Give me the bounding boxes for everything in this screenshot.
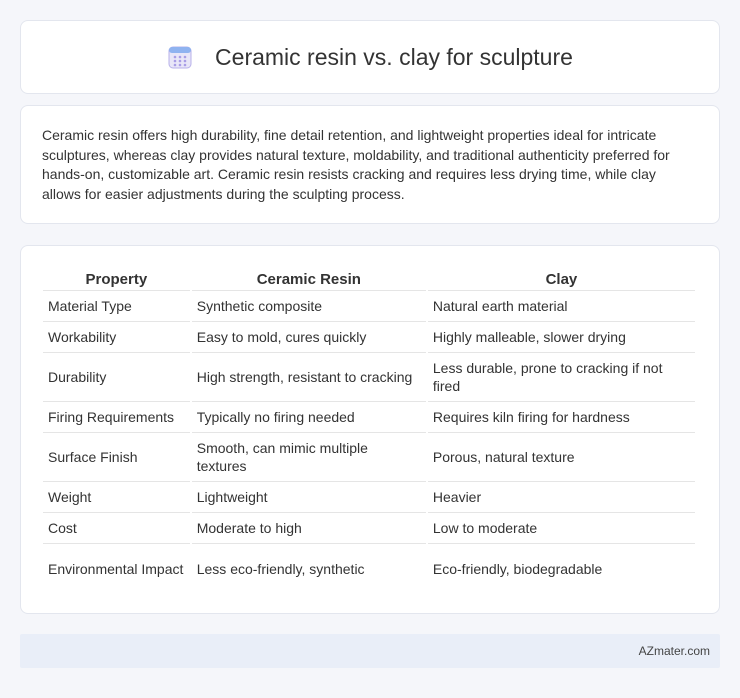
table-cell: Porous, natural texture <box>428 433 695 482</box>
table-cell: Environmental Impact <box>48 560 184 577</box>
column-header: Property <box>43 266 190 291</box>
table-row <box>43 291 695 322</box>
table-cell: Easy to mold, cures quickly <box>192 322 426 353</box>
table-row <box>43 353 695 402</box>
column-header: Ceramic Resin <box>192 266 426 291</box>
title-card <box>20 20 720 94</box>
table-cell: Firing Requirements <box>43 402 190 433</box>
comparison-table <box>41 266 697 593</box>
column-header: Clay <box>428 266 695 291</box>
table-cell: Natural earth material <box>428 291 695 322</box>
table-cell: Workability <box>43 322 190 353</box>
table-row <box>43 513 695 544</box>
table-cell: Weight <box>43 482 190 513</box>
table-cell: Eco-friendly, biodegradable <box>432 560 603 577</box>
description-text: Ceramic resin offers high durability, fine detail retention, and lightweight properties ideal for intricate sculptures, whereas clay provides natural texture, moldability, and traditional authenticity preferred for hands-on, customizable art. Ceramic resin resists cracking and requires less drying time, while clay allows for easier adjustments during the sculpting process. <box>42 127 670 202</box>
table-row <box>43 402 695 433</box>
table-cell: Durability <box>43 353 190 402</box>
table-cell: Smooth, can mimic multiple textures <box>192 433 426 482</box>
table-row <box>43 544 695 593</box>
table-cell: Less durable, prone to cracking if not fired <box>428 353 695 402</box>
table-cell: Typically no firing needed <box>192 402 426 433</box>
table-cell: Low to moderate <box>428 513 695 544</box>
table-cell: Surface Finish <box>43 433 190 482</box>
table-cell: Synthetic composite <box>192 291 426 322</box>
table-cell: High strength, resistant to cracking <box>192 353 426 402</box>
table-cell: Moderate to high <box>192 513 426 544</box>
table-cell: Material Type <box>43 291 190 322</box>
table-row <box>43 482 695 513</box>
table-cell: Less eco-friendly, synthetic <box>196 560 365 577</box>
description-card <box>20 105 720 224</box>
table-cell: Lightweight <box>192 482 426 513</box>
table-cell: Heavier <box>428 482 695 513</box>
page-title: Ceramic resin vs. clay for sculpture <box>215 43 573 70</box>
table-cell: Requires kiln firing for hardness <box>428 402 695 433</box>
table-cell: Highly malleable, slower drying <box>428 322 695 353</box>
table-row <box>43 322 695 353</box>
calendar-icon <box>167 44 193 70</box>
footer <box>20 634 720 668</box>
footer-brand-link[interactable]: AZmater.com <box>638 644 710 658</box>
table-row <box>43 433 695 482</box>
table-header-row <box>43 266 695 291</box>
comparison-table-card <box>20 245 720 614</box>
table-cell: Cost <box>43 513 190 544</box>
